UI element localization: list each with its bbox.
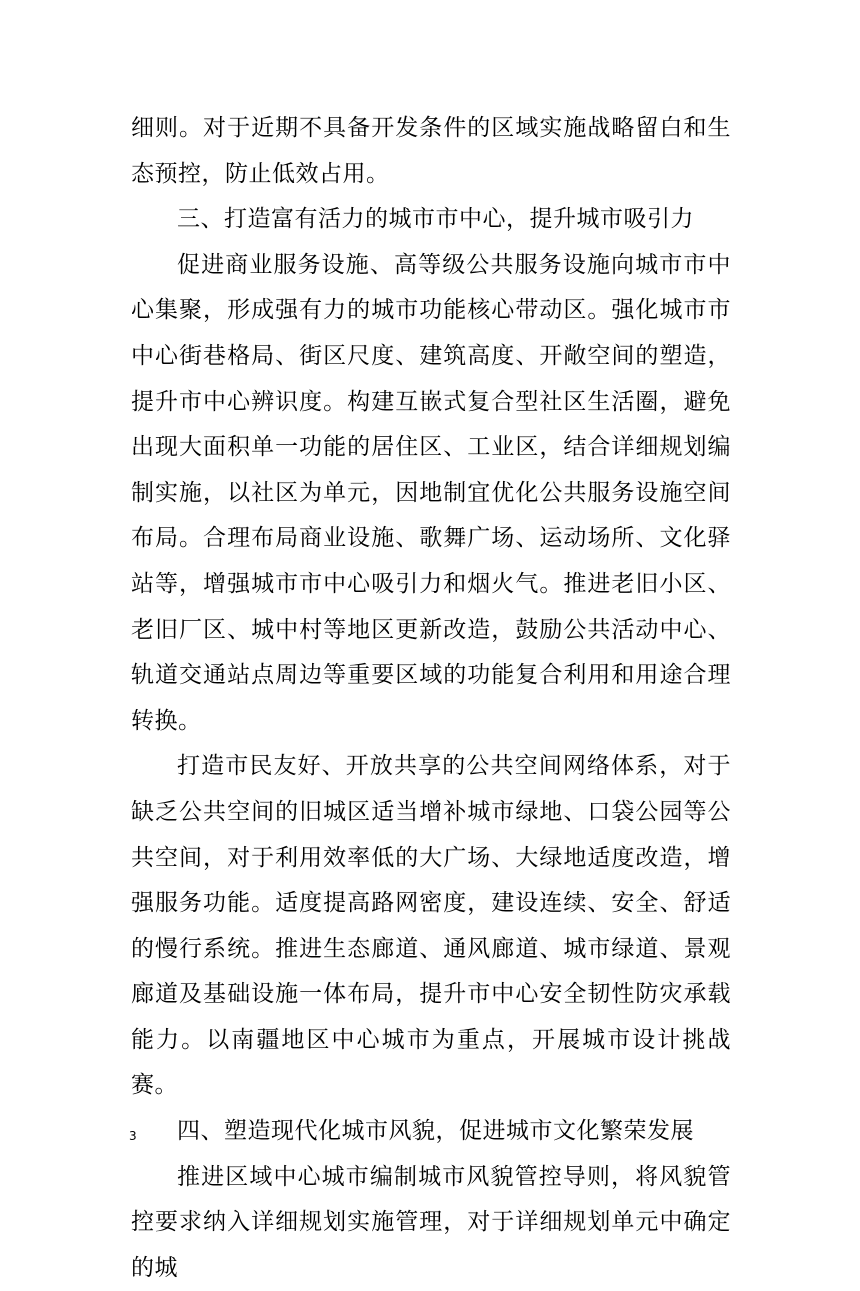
page-number: 3 [129,1129,137,1143]
section-heading-4: 四、塑造现代化城市风貌，促进城市文化繁荣发展 [177,1118,694,1145]
paragraph-city-appearance: 推进区域中心城市编制城市风貌管控导则，将风貌管控要求纳入详细规划实施管理，对于详细规划单元中确定的城 [131,1163,731,1281]
paragraph-public-space: 打造市民友好、开放共享的公共空间网络体系，对于缺乏公共空间的旧城区适当增补城市绿地、口袋公园等公共空间，对于利用效率低的大广场、大绿地适度改造，增强服务功能。适度提高路网密度，建设连续、安全、舒适的慢行系统。推进生态廊道、通风廊道、城市绿道、景观廊道及基础设施一体布局，提升市中心安全韧性防灾承载能力。以南疆地区中心城市为重点，开展城市设计挑战赛。 [131,753,731,1099]
document-body [131,106,731,1291]
section-heading-3: 三、打造富有活力的城市市中心，提升城市吸引力 [177,206,694,233]
paragraph-continuation: 细则。对于近期不具备开发条件的区域实施战略留白和生态预控，防止低效占用。 [131,115,731,187]
paragraph-commercial-center: 促进商业服务设施、高等级公共服务设施向城市市中心集聚，形成强有力的城市功能核心带动区。强化城市市中心街巷格局、街区尺度、建筑高度、开敞空间的塑造，提升市中心辨识度。构建互嵌式复合型社区生活圈，避免出现大面积单一功能的居住区、工业区，结合详细规划编制实施，以社区为单元，因地制宜优化公共服务设施空间布局。合理布局商业设施、歌舞广场、运动场所、文化驿站等，增强城市市中心吸引力和烟火气。推进老旧小区、老旧厂区、城中村等地区更新改造，鼓励公共活动中心、轨道交通站点周边等重要区域的功能复合利用和用途合理转换。 [131,251,731,734]
